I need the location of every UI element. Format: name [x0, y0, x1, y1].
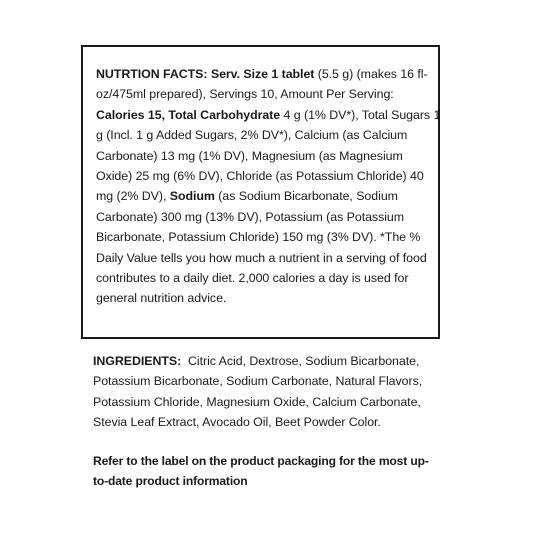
nutrition-text-1: (5.5 g) (makes 16 fl-oz/475ml prepared), Servings 10, Amount Per Serving:: [96, 67, 428, 102]
ingredients-list: Citric Acid, Dextrose, Sodium Bicarbonate, Potassium Bicarbonate, Sodium Carbonate, Natural Flavors, Potassium Chloride, Magnesium Oxide, Calcium Carbonate, Stevia Leaf Extract, Avocado Oil, Beet Powder Color.: [93, 354, 426, 430]
sodium-label: Sodium: [169, 189, 215, 204]
ingredients-section: [93, 351, 438, 433]
serving-size-label: Serv. Size 1 tablet: [210, 67, 315, 81]
ingredients-heading: INGREDIENTS:: [93, 354, 182, 368]
calories-label: Calories 15, Total Carbohydrate: [96, 107, 281, 122]
label-disclaimer: Refer to the label on the product packaging for the most up-to-date product information: [93, 454, 429, 489]
nutrition-heading: NUTRTION FACTS:: [96, 67, 208, 81]
nutrition-text-3: (as Sodium Bicarbonate, Sodium Carbonate) 300 mg (13% DV), Potassium (as Potassium Bicarbonate, Potassium Chloride) 150 mg (3% DV). *The % Daily Value tells you how much a nutrient in a serving of food contributes to a daily diet. 2,000 calories a day is used for general nutrition advice.: [96, 189, 427, 306]
nutrition-text-2: 4 g (1% DV*), Total Sugars 1 g (Incl. 1 g Added Sugars, 2% DV*), Calcium (as Calcium Carbonate) 13 mg (1% DV), Magnesium (as Magnesium Oxide) 25 mg (6% DV), Chloride (as Potassium Chloride) 40 mg (2% DV),: [96, 107, 441, 204]
nutrition-facts-text: [96, 64, 441, 309]
